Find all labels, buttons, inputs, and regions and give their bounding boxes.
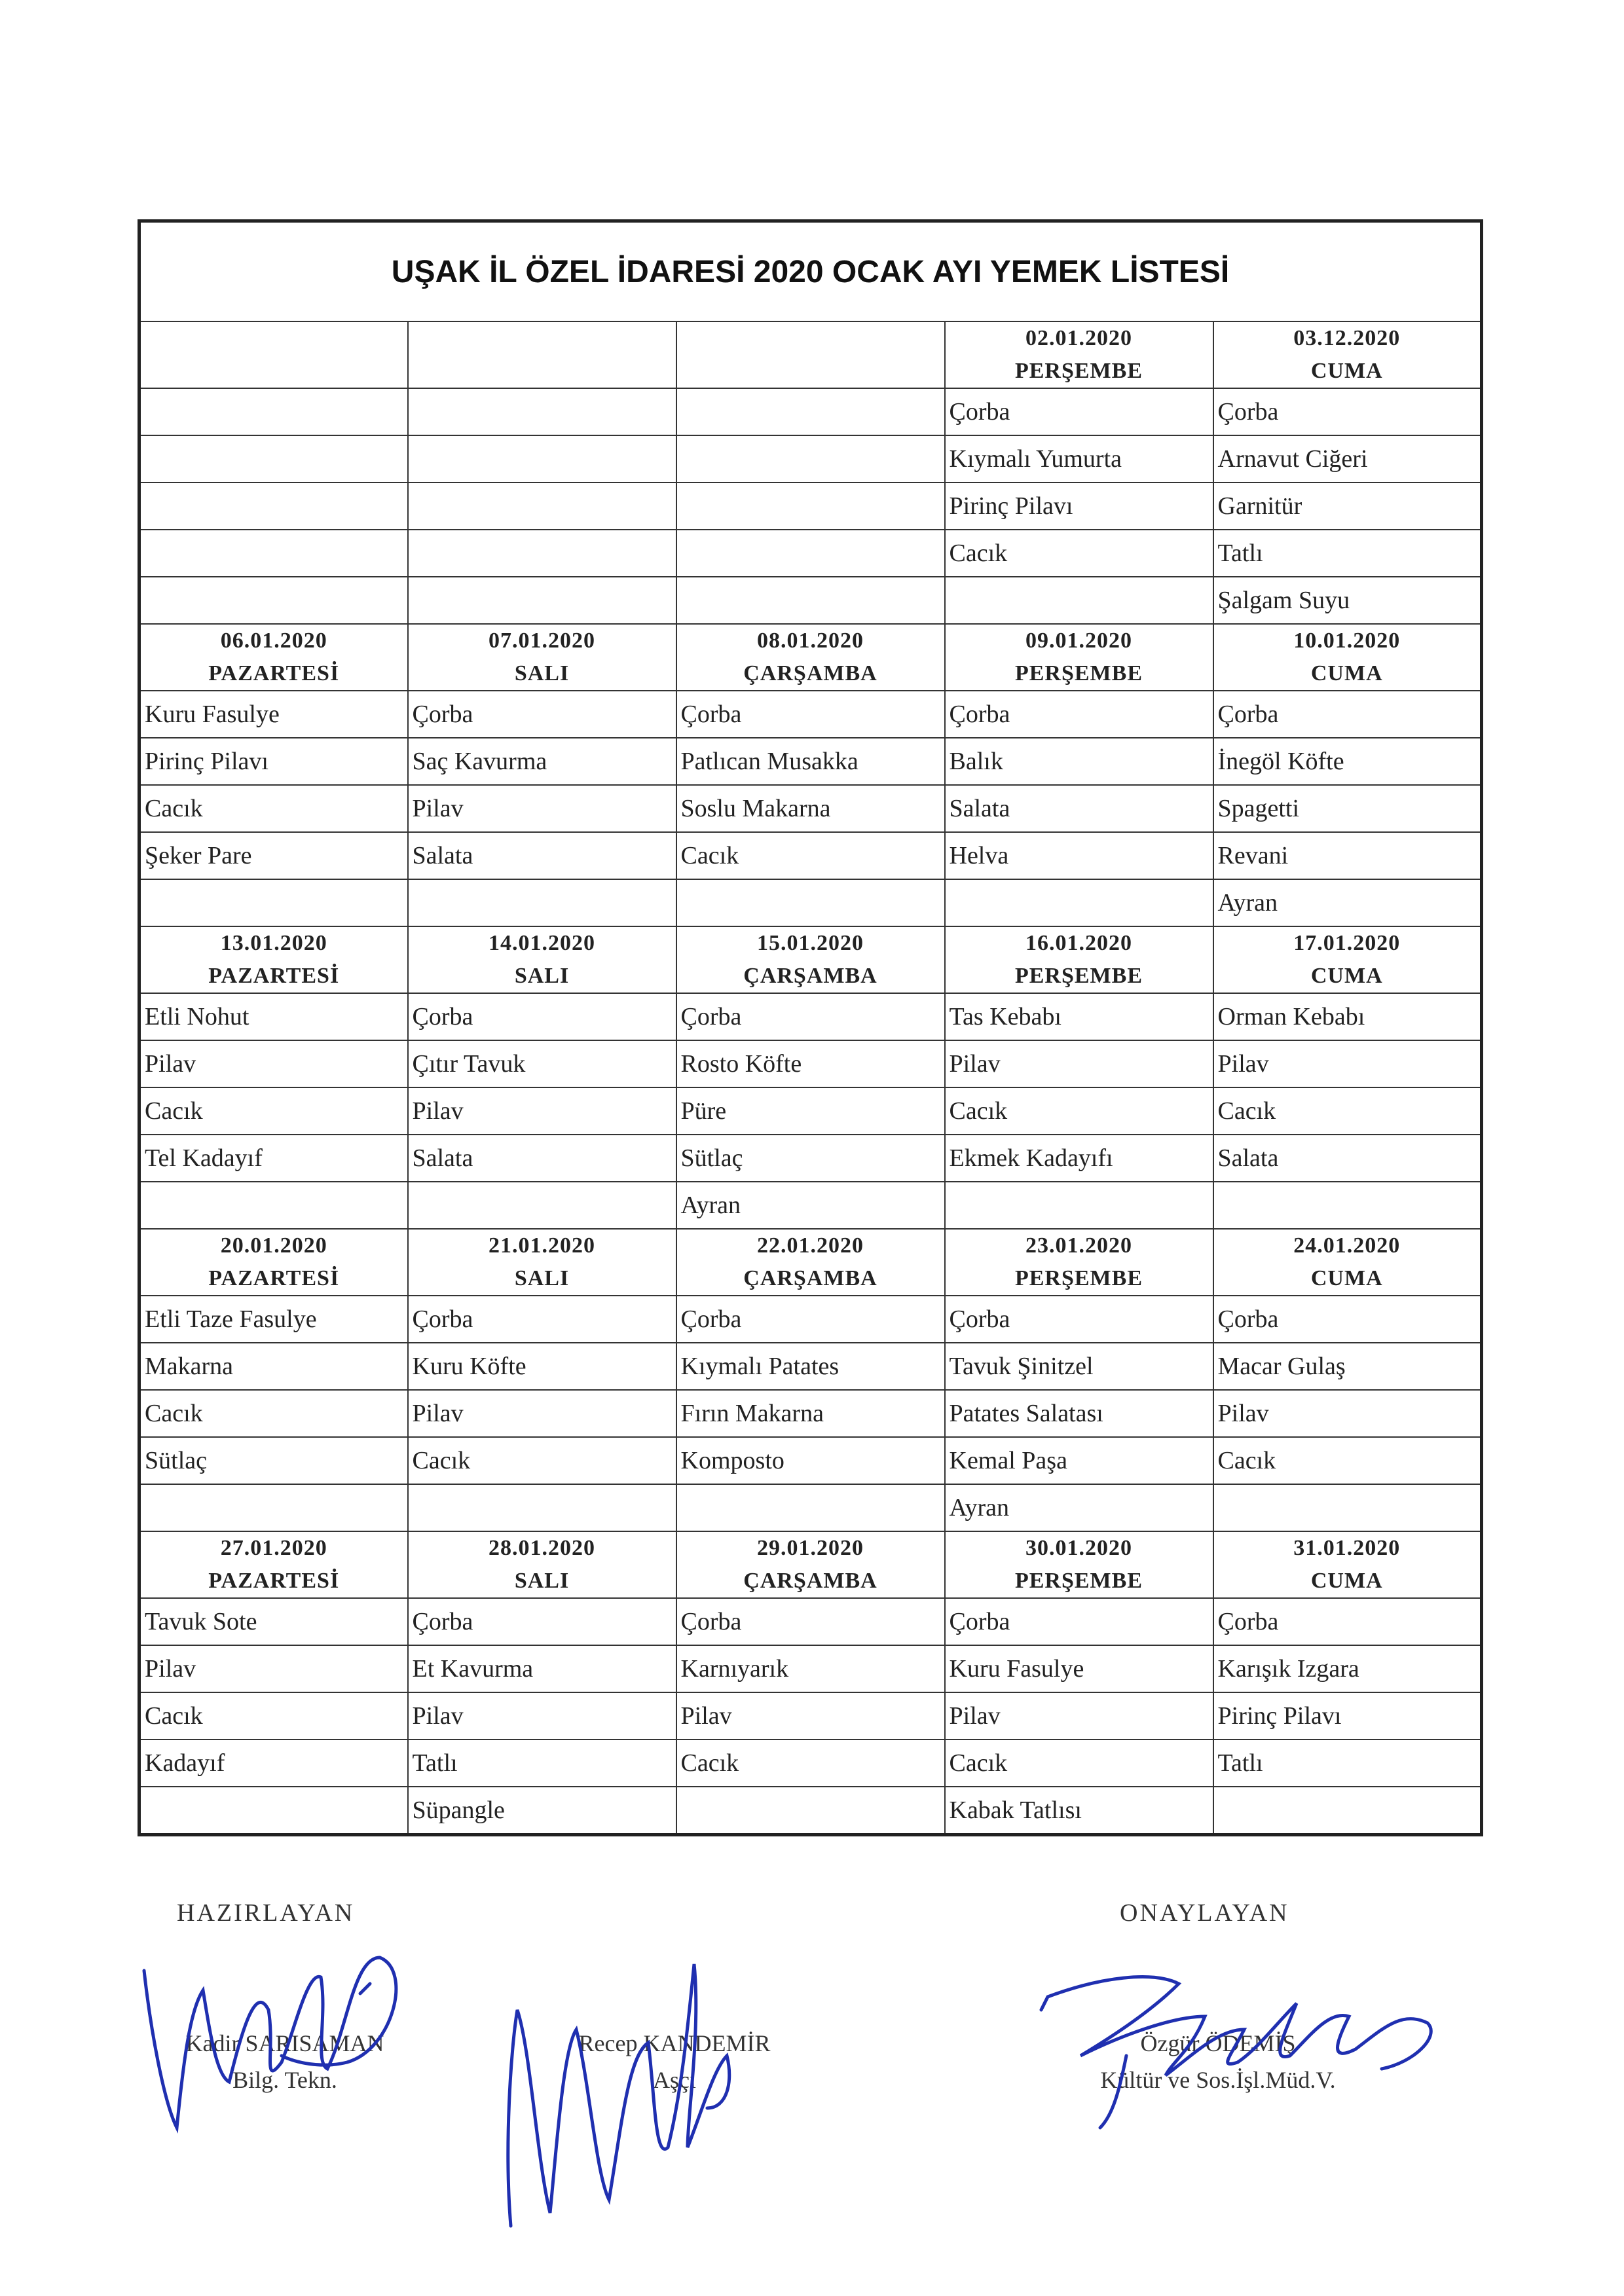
day-name: CUMA: [1310, 1569, 1383, 1593]
day-header-cell: [408, 624, 676, 691]
menu-item-row: [139, 1040, 1482, 1087]
menu-item-cell: Salata: [945, 785, 1213, 832]
menu-item-cell: Spagetti: [1213, 785, 1482, 832]
menu-item-row: [139, 1390, 1482, 1437]
menu-item-cell: Patates Salatası: [945, 1390, 1213, 1437]
menu-item-row: [139, 691, 1482, 738]
menu-item-cell: Kadayıf: [139, 1740, 408, 1787]
menu-item-cell: Pilav: [408, 785, 676, 832]
menu-item-cell: Fırın Makarna: [676, 1390, 945, 1437]
menu-item-cell: Çorba: [408, 691, 676, 738]
day-header-cell: [676, 624, 945, 691]
menu-item-cell: Pilav: [1213, 1040, 1482, 1087]
day-name: SALI: [514, 1569, 570, 1593]
menu-item-cell: Tatlı: [408, 1740, 676, 1787]
menu-item-cell: [408, 1484, 676, 1531]
menu-item-cell: [408, 435, 676, 483]
day-name: SALI: [514, 964, 570, 988]
day-header-cell: [1213, 624, 1482, 691]
menu-item-cell: Cacık: [676, 832, 945, 879]
menu-item-cell: Kabak Tatlısı: [945, 1787, 1213, 1835]
day-header-cell: [1213, 1229, 1482, 1296]
menu-item-cell: Cacık: [408, 1437, 676, 1484]
menu-item-cell: Cacık: [139, 785, 408, 832]
menu-item-cell: Salata: [408, 832, 676, 879]
day-date: 27.01.2020: [220, 1536, 327, 1560]
menu-item-cell: [676, 1787, 945, 1835]
menu-item-cell: Kıymalı Yumurta: [945, 435, 1213, 483]
signer-2-title: Aşçı: [653, 2067, 696, 2093]
menu-item-cell: Ayran: [1213, 879, 1482, 926]
day-name: PERŞEMBE: [1014, 1569, 1143, 1593]
menu-item-row: [139, 879, 1482, 926]
day-name: ÇARŞAMBA: [743, 964, 877, 988]
menu-item-cell: Pilav: [408, 1390, 676, 1437]
day-name: ÇARŞAMBA: [743, 1569, 877, 1593]
menu-item-row: [139, 785, 1482, 832]
menu-item-cell: Çıtır Tavuk: [408, 1040, 676, 1087]
menu-item-cell: Cacık: [139, 1087, 408, 1135]
menu-item-cell: Kemal Paşa: [945, 1437, 1213, 1484]
menu-item-cell: [945, 577, 1213, 624]
day-date: 17.01.2020: [1293, 931, 1401, 955]
menu-item-cell: [139, 577, 408, 624]
week-header-row: [139, 926, 1482, 993]
menu-item-row: [139, 1182, 1482, 1229]
menu-item-cell: Çorba: [1213, 1296, 1482, 1343]
menu-item-cell: Pilav: [139, 1645, 408, 1692]
menu-item-cell: Soslu Makarna: [676, 785, 945, 832]
menu-item-cell: Cacık: [139, 1692, 408, 1740]
menu-item-cell: Tatlı: [1213, 1740, 1482, 1787]
signature-3-scribble: [1022, 1958, 1454, 2134]
day-header-cell: [676, 1229, 945, 1296]
menu-item-cell: [945, 879, 1213, 926]
menu-item-row: [139, 1598, 1482, 1645]
menu-item-cell: Cacık: [1213, 1437, 1482, 1484]
menu-item-cell: Cacık: [676, 1740, 945, 1787]
menu-item-cell: Saç Kavurma: [408, 738, 676, 785]
day-name: PERŞEMBE: [1014, 964, 1143, 988]
menu-item-row: [139, 1135, 1482, 1182]
menu-item-cell: [408, 879, 676, 926]
menu-item-cell: Kıymalı Patates: [676, 1343, 945, 1390]
day-date: 09.01.2020: [1025, 629, 1132, 653]
menu-item-cell: Çorba: [408, 1598, 676, 1645]
menu-item-cell: [139, 435, 408, 483]
day-name: PAZARTESİ: [208, 1569, 340, 1593]
menu-item-cell: [408, 577, 676, 624]
prepared-by-label: HAZIRLAYAN: [177, 1899, 355, 1927]
menu-item-cell: [676, 388, 945, 435]
menu-item-cell: Ayran: [945, 1484, 1213, 1531]
menu-item-cell: Şalgam Suyu: [1213, 577, 1482, 624]
menu-item-row: [139, 738, 1482, 785]
day-header-cell: [408, 1229, 676, 1296]
day-name: ÇARŞAMBA: [743, 1266, 877, 1290]
menu-item-cell: [676, 577, 945, 624]
day-header-cell: [139, 321, 408, 388]
day-date: 02.01.2020: [1025, 326, 1132, 350]
day-header-cell: [139, 1229, 408, 1296]
menu-item-cell: Balık: [945, 738, 1213, 785]
day-name: ÇARŞAMBA: [743, 661, 877, 685]
menu-item-cell: Tavuk Sote: [139, 1598, 408, 1645]
menu-item-cell: Etli Taze Fasulye: [139, 1296, 408, 1343]
day-header-cell: [676, 926, 945, 993]
menu-item-cell: Kuru Fasulye: [139, 691, 408, 738]
menu-item-cell: Tas Kebabı: [945, 993, 1213, 1040]
menu-item-row: [139, 435, 1482, 483]
day-header-cell: [408, 926, 676, 993]
menu-item-cell: Çorba: [408, 1296, 676, 1343]
day-date: 28.01.2020: [489, 1536, 595, 1560]
menu-item-row: [139, 1740, 1482, 1787]
menu-item-cell: Cacık: [1213, 1087, 1482, 1135]
menu-item-cell: Çorba: [945, 1296, 1213, 1343]
menu-item-cell: İnegöl Köfte: [1213, 738, 1482, 785]
menu-item-cell: [408, 483, 676, 530]
menu-item-cell: Çorba: [1213, 1598, 1482, 1645]
menu-item-cell: Püre: [676, 1087, 945, 1135]
day-date: 15.01.2020: [757, 931, 864, 955]
menu-item-cell: [139, 879, 408, 926]
menu-item-cell: Cacık: [945, 1087, 1213, 1135]
day-name: SALI: [514, 1266, 570, 1290]
menu-item-cell: Tel Kadayıf: [139, 1135, 408, 1182]
day-name: CUMA: [1310, 1266, 1383, 1290]
day-date: 20.01.2020: [220, 1233, 327, 1258]
menu-item-cell: Tavuk Şinitzel: [945, 1343, 1213, 1390]
menu-item-cell: [139, 1484, 408, 1531]
approved-by-label: ONAYLAYAN: [1120, 1899, 1289, 1927]
menu-item-row: [139, 1484, 1482, 1531]
menu-item-row: [139, 1343, 1482, 1390]
week-header-row: [139, 1229, 1482, 1296]
day-date: 14.01.2020: [489, 931, 595, 955]
day-date: 08.01.2020: [757, 629, 864, 653]
menu-item-row: [139, 993, 1482, 1040]
menu-item-cell: Sütlaç: [676, 1135, 945, 1182]
day-header-cell: [1213, 321, 1482, 388]
day-header-cell: [945, 926, 1213, 993]
menu-item-cell: Ayran: [676, 1182, 945, 1229]
day-header-cell: [139, 926, 408, 993]
menu-item-cell: [139, 1182, 408, 1229]
menu-item-cell: Orman Kebabı: [1213, 993, 1482, 1040]
menu-item-cell: Cacık: [945, 1740, 1213, 1787]
menu-item-cell: Arnavut Ciğeri: [1213, 435, 1482, 483]
menu-item-cell: Macar Gulaş: [1213, 1343, 1482, 1390]
menu-item-cell: Salata: [408, 1135, 676, 1182]
menu-item-cell: [676, 879, 945, 926]
menu-item-cell: Kuru Fasulye: [945, 1645, 1213, 1692]
menu-item-cell: Rosto Köfte: [676, 1040, 945, 1087]
menu-item-cell: [408, 530, 676, 577]
menu-item-cell: [1213, 1484, 1482, 1531]
day-date: 10.01.2020: [1293, 629, 1401, 653]
menu-item-row: [139, 1787, 1482, 1835]
menu-item-cell: Çorba: [1213, 691, 1482, 738]
day-date: 03.12.2020: [1293, 326, 1401, 350]
day-header-cell: [945, 321, 1213, 388]
title-row: [139, 221, 1482, 322]
menu-item-cell: Çorba: [676, 993, 945, 1040]
day-header-cell: [408, 1531, 676, 1598]
menu-item-cell: Garnitür: [1213, 483, 1482, 530]
menu-item-cell: Etli Nohut: [139, 993, 408, 1040]
week-header-row: [139, 321, 1482, 388]
menu-item-cell: Pilav: [408, 1692, 676, 1740]
menu-item-cell: Süpangle: [408, 1787, 676, 1835]
menu-item-cell: Çorba: [408, 993, 676, 1040]
menu-table-wrapper: [138, 219, 1480, 1836]
day-name: PAZARTESİ: [208, 661, 340, 685]
menu-item-cell: Şeker Pare: [139, 832, 408, 879]
day-header-cell: [676, 321, 945, 388]
menu-item-cell: Kuru Köfte: [408, 1343, 676, 1390]
menu-item-cell: Cacık: [945, 530, 1213, 577]
menu-item-cell: [676, 1484, 945, 1531]
signer-3-name: Özgür ÖDEMİŞ: [1140, 2030, 1296, 2056]
signature-2-scribble: [491, 1951, 740, 2239]
menu-item-cell: Revani: [1213, 832, 1482, 879]
day-header-cell: [945, 624, 1213, 691]
signer-2-name: Recep KANDEMİR: [578, 2030, 771, 2056]
menu-item-row: [139, 1296, 1482, 1343]
day-name: PERŞEMBE: [1014, 661, 1143, 685]
menu-item-row: [139, 1692, 1482, 1740]
menu-item-cell: [1213, 1787, 1482, 1835]
menu-item-cell: Helva: [945, 832, 1213, 879]
day-header-cell: [676, 1531, 945, 1598]
menu-item-cell: Çorba: [676, 1296, 945, 1343]
day-date: 13.01.2020: [220, 931, 327, 955]
menu-item-cell: Karışık Izgara: [1213, 1645, 1482, 1692]
day-header-cell: [1213, 1531, 1482, 1598]
menu-item-cell: [676, 483, 945, 530]
menu-item-row: [139, 530, 1482, 577]
menu-item-cell: Makarna: [139, 1343, 408, 1390]
day-name: PAZARTESİ: [208, 964, 340, 988]
menu-item-cell: Sütlaç: [139, 1437, 408, 1484]
menu-item-row: [139, 832, 1482, 879]
menu-item-cell: [676, 530, 945, 577]
menu-item-cell: Çorba: [945, 388, 1213, 435]
menu-item-cell: [139, 483, 408, 530]
menu-item-cell: Çorba: [945, 1598, 1213, 1645]
menu-item-cell: [945, 1182, 1213, 1229]
day-date: 29.01.2020: [757, 1536, 864, 1560]
menu-item-cell: Çorba: [676, 691, 945, 738]
day-header-cell: [139, 624, 408, 691]
day-date: 07.01.2020: [489, 629, 595, 653]
signer-1-title: Bilg. Tekn.: [232, 2067, 337, 2093]
day-date: 22.01.2020: [757, 1233, 864, 1258]
menu-item-cell: Tatlı: [1213, 530, 1482, 577]
menu-table: [138, 219, 1483, 1836]
day-header-cell: [139, 1531, 408, 1598]
menu-item-cell: [676, 435, 945, 483]
day-date: 21.01.2020: [489, 1233, 595, 1258]
menu-item-row: [139, 483, 1482, 530]
day-name: SALI: [514, 661, 570, 685]
menu-item-cell: Çorba: [1213, 388, 1482, 435]
menu-item-cell: Pirinç Pilavı: [139, 738, 408, 785]
signer-3-title: Kültür ve Sos.İşl.Müd.V.: [1100, 2067, 1336, 2093]
menu-item-cell: [1213, 1182, 1482, 1229]
menu-item-cell: Pilav: [1213, 1390, 1482, 1437]
menu-item-cell: Pilav: [139, 1040, 408, 1087]
menu-item-cell: Patlıcan Musakka: [676, 738, 945, 785]
menu-item-cell: [139, 1787, 408, 1835]
day-name: PERŞEMBE: [1014, 359, 1143, 383]
menu-item-cell: Pirinç Pilavı: [945, 483, 1213, 530]
menu-item-row: [139, 577, 1482, 624]
day-name: CUMA: [1310, 964, 1383, 988]
menu-item-row: [139, 1087, 1482, 1135]
menu-item-cell: Pilav: [945, 1692, 1213, 1740]
menu-item-cell: Salata: [1213, 1135, 1482, 1182]
signer-1-name: Kadir SARISAMAN: [185, 2030, 384, 2056]
day-date: 16.01.2020: [1025, 931, 1132, 955]
menu-item-cell: Çorba: [676, 1598, 945, 1645]
menu-item-row: [139, 1437, 1482, 1484]
day-date: 24.01.2020: [1293, 1233, 1401, 1258]
menu-item-cell: Komposto: [676, 1437, 945, 1484]
menu-item-cell: [139, 388, 408, 435]
day-name: PERŞEMBE: [1014, 1266, 1143, 1290]
menu-item-cell: Ekmek Kadayıfı: [945, 1135, 1213, 1182]
day-header-cell: [945, 1531, 1213, 1598]
day-header-cell: [1213, 926, 1482, 993]
menu-item-row: [139, 1645, 1482, 1692]
day-date: 23.01.2020: [1025, 1233, 1132, 1258]
menu-item-cell: Pirinç Pilavı: [1213, 1692, 1482, 1740]
menu-item-cell: [408, 388, 676, 435]
day-name: PAZARTESİ: [208, 1266, 340, 1290]
menu-item-cell: Pilav: [408, 1087, 676, 1135]
menu-item-cell: Pilav: [945, 1040, 1213, 1087]
signature-1-scribble: [131, 1931, 406, 2141]
week-header-row: [139, 624, 1482, 691]
menu-item-cell: [139, 530, 408, 577]
menu-item-cell: Pilav: [676, 1692, 945, 1740]
day-date: 30.01.2020: [1025, 1536, 1132, 1560]
menu-item-row: [139, 388, 1482, 435]
week-header-row: [139, 1531, 1482, 1598]
menu-item-cell: Et Kavurma: [408, 1645, 676, 1692]
menu-item-cell: Karnıyarık: [676, 1645, 945, 1692]
day-date: 31.01.2020: [1293, 1536, 1401, 1560]
day-header-cell: [408, 321, 676, 388]
day-name: CUMA: [1310, 661, 1383, 685]
menu-item-cell: Cacık: [139, 1390, 408, 1437]
menu-item-cell: [408, 1182, 676, 1229]
day-header-cell: [945, 1229, 1213, 1296]
day-name: CUMA: [1310, 359, 1383, 383]
menu-item-cell: Çorba: [945, 691, 1213, 738]
document-title: UŞAK İL ÖZEL İDARESİ 2020 OCAK AYI YEMEK LİSTESİ: [139, 221, 1482, 322]
day-date: 06.01.2020: [220, 629, 327, 653]
